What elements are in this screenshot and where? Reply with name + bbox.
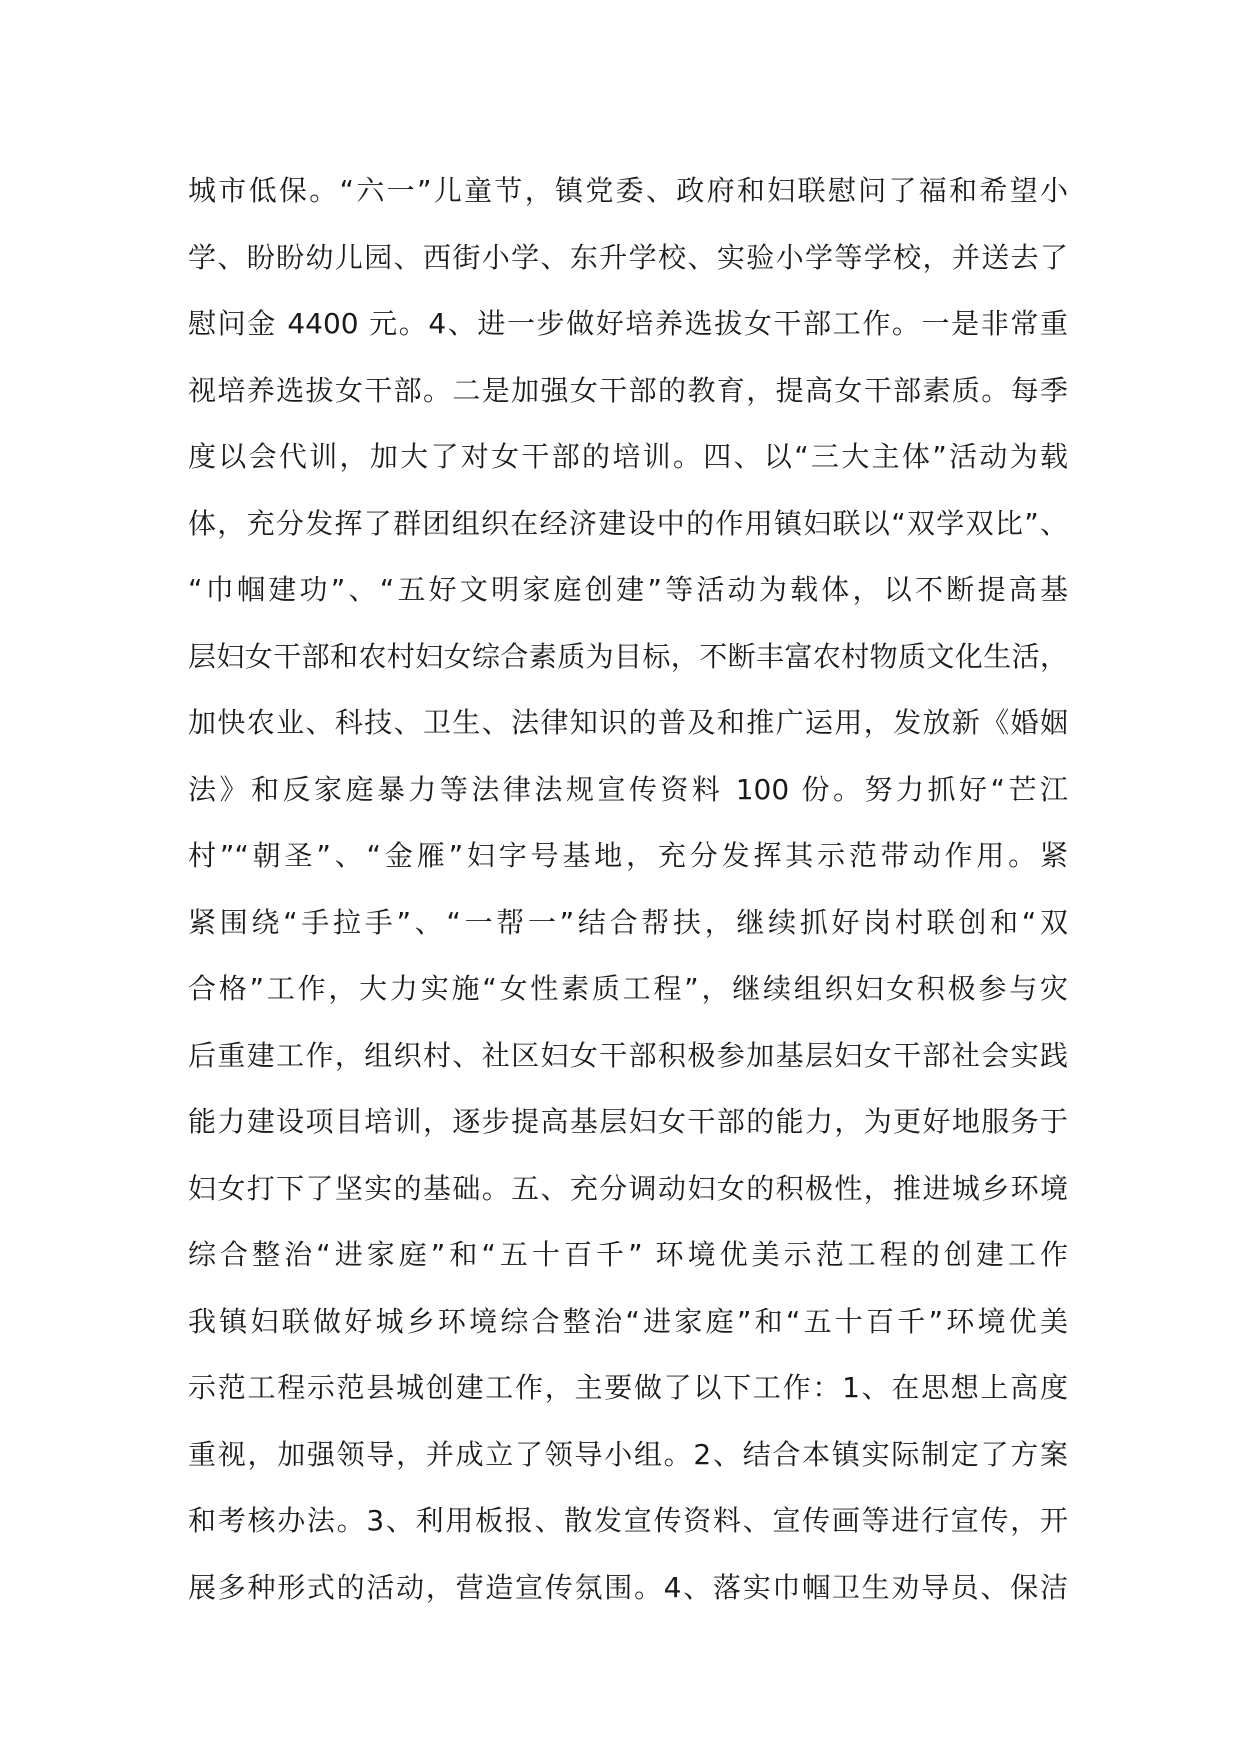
- text-line: 视培养选拔女干部。二是加强女干部的教育，提高女干部素质。每季: [188, 373, 1068, 407]
- text-line: 能力建设项目培训，逐步提高基层妇女干部的能力，为更好地服务于: [188, 1105, 1068, 1138]
- text-line: 和考核办法。3、利用板报、散发宣传资料、宣传画等进行宣传，开: [188, 1504, 1068, 1537]
- body-text: [188, 158, 1068, 1621]
- text-line: 示范工程示范县城创建工作，主要做了以下工作：1、在思想上高度: [188, 1371, 1068, 1404]
- text-line: 村”“朝圣”、“金雁”妇字号基地，充分发挥其示范带动作用。紧: [188, 839, 1068, 872]
- text-line: 体，充分发挥了群团组织在经济建设中的作用镇妇联以“双学双比”、: [188, 506, 1068, 540]
- text-line: 重视，加强领导，并成立了领导小组。2、结合本镇实际制定了方案: [188, 1437, 1068, 1471]
- text-line: 慰问金 4400 元。4、进一步做好培养选拔女干部工作。一是非常重: [188, 307, 1068, 340]
- text-line: 展多种形式的活动，营造宣传氛围。4、落实巾帼卫生劝导员、保洁: [188, 1570, 1068, 1604]
- text-line: 紧围绕“手拉手”、“一帮一”结合帮扶，继续抓好岗村联创和“双: [188, 905, 1068, 939]
- text-line: 学、盼盼幼儿园、西街小学、东升学校、实验小学等学校，并送去了: [188, 240, 1068, 274]
- text-line: 合格”工作，大力实施“女性素质工程”，继续组织妇女积极参与灾: [188, 972, 1068, 1005]
- text-line: “巾帼建功”、“五好文明家庭创建”等活动为载体，以不断提高基: [188, 573, 1068, 606]
- text-line: 我镇妇联做好城乡环境综合整治“进家庭”和“五十百千”环境优美: [188, 1304, 1068, 1338]
- text-line: 加快农业、科技、卫生、法律知识的普及和推广运用，发放新《婚姻: [188, 706, 1068, 739]
- text-line: 法》和反家庭暴力等法律法规宣传资料 100 份。努力抓好“芒江: [188, 772, 1068, 806]
- text-line: 层妇女干部和农村妇女综合素质为目标，不断丰富农村物质文化生活，: [188, 639, 1068, 673]
- text-line: 综合整治“进家庭”和“五十百千” 环境优美示范工程的创建工作: [188, 1238, 1068, 1271]
- text-line: 后重建工作，组织村、社区妇女干部积极参加基层妇女干部社会实践: [188, 1038, 1068, 1072]
- text-line: 妇女打下了坚实的基础。五、充分调动妇女的积极性，推进城乡环境: [188, 1171, 1068, 1205]
- text-line: 度以会代训，加大了对女干部的培训。四、以“三大主体”活动为载: [188, 440, 1068, 473]
- text-line: 城市低保。“六一”儿童节，镇党委、政府和妇联慰问了福和希望小: [188, 174, 1068, 207]
